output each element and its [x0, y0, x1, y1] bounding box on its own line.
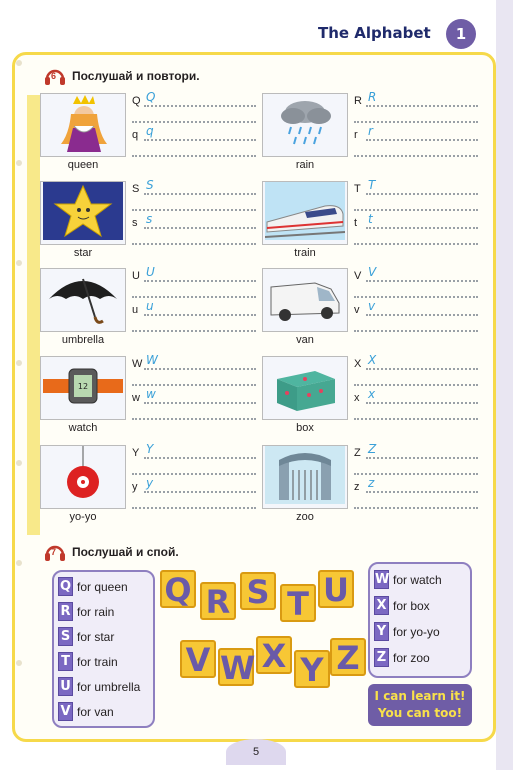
practice-line[interactable]	[132, 284, 256, 298]
track-number: 6	[51, 71, 57, 81]
uppercase-writing-line[interactable]	[132, 265, 256, 282]
picture-word: yo-yo	[69, 511, 97, 523]
lowercase-letter: t	[354, 217, 358, 229]
trace-letter: R	[368, 90, 377, 104]
big-letter-tile: R	[200, 582, 236, 620]
headphones-icon[interactable]	[44, 542, 66, 562]
big-letter-tile: T	[280, 584, 316, 622]
trace-letter: y	[146, 476, 154, 490]
practice-line[interactable]	[132, 372, 256, 386]
lowercase-letter: y	[132, 481, 138, 493]
picture-word: watch	[68, 422, 98, 434]
trace-letter: X	[368, 353, 377, 367]
alphabet-cell-q	[40, 90, 258, 173]
picture-frame	[262, 93, 348, 157]
lowercase-letter: x	[354, 392, 360, 404]
lowercase-letter: w	[132, 392, 140, 404]
trace-letter: T	[368, 178, 376, 192]
picture-frame	[262, 356, 348, 420]
song-text: for watch	[393, 572, 442, 587]
practice-line[interactable]	[354, 284, 478, 298]
uppercase-writing-line[interactable]	[354, 353, 478, 370]
unit-badge: 1	[446, 19, 476, 49]
trace-letter: Y	[146, 442, 154, 456]
svg-text:12: 12	[77, 381, 89, 391]
lowercase-letter: v	[354, 304, 360, 316]
picture-frame	[262, 181, 348, 245]
page-edge-band	[496, 0, 513, 770]
song-line	[374, 596, 430, 615]
song-text: for umbrella	[77, 679, 141, 694]
uppercase-letter: Y	[132, 447, 140, 459]
lowercase-writing-line[interactable]	[132, 212, 256, 229]
slogan	[368, 684, 472, 726]
trace-letter: V	[368, 265, 377, 279]
letter-tile: Z	[374, 648, 389, 667]
track-number: 7	[51, 547, 57, 557]
trace-letter: Q	[146, 90, 156, 104]
section-instruction: Послушай и повтори.	[72, 69, 200, 83]
picture-word: queen	[67, 159, 99, 171]
lowercase-writing-line[interactable]	[132, 387, 256, 404]
practice-line[interactable]	[132, 231, 256, 245]
lowercase-letter: r	[354, 129, 358, 141]
song-text: for queen	[77, 579, 128, 594]
slogan-line: I can learn it!	[374, 689, 466, 703]
page-number: 5	[226, 739, 286, 765]
binder-hole	[16, 260, 22, 266]
practice-line[interactable]	[354, 318, 478, 332]
lowercase-writing-line[interactable]	[354, 124, 478, 141]
trace-letter: u	[146, 299, 154, 313]
queen-icon	[43, 94, 123, 157]
section-instruction: Послушай и спой.	[72, 545, 179, 559]
picture-frame	[40, 181, 126, 245]
letter-tile: T	[58, 652, 73, 671]
practice-line[interactable]	[132, 318, 256, 332]
train-icon	[265, 182, 345, 245]
picture-word: train	[294, 247, 316, 259]
song-text: for yo-yo	[393, 624, 440, 639]
big-letter-tile: U	[318, 570, 354, 608]
practice-line[interactable]	[132, 495, 256, 509]
trace-letter: s	[146, 212, 153, 226]
box-icon	[265, 357, 345, 420]
big-letter-tile: Y	[294, 650, 330, 688]
uppercase-writing-line[interactable]	[354, 265, 478, 282]
practice-line[interactable]	[354, 197, 478, 211]
van-icon	[265, 269, 345, 332]
practice-line[interactable]	[354, 372, 478, 386]
alphabet-cell-s	[40, 178, 258, 261]
picture-frame	[40, 93, 126, 157]
letter-tile: W	[375, 572, 390, 587]
lowercase-writing-line[interactable]	[354, 387, 478, 404]
practice-line[interactable]	[354, 495, 478, 509]
page-title: The Alphabet	[318, 24, 431, 42]
practice-line[interactable]	[132, 109, 256, 123]
star-icon	[43, 182, 123, 245]
lowercase-writing-line[interactable]	[354, 212, 478, 229]
big-letter-tile: V	[180, 640, 216, 678]
picture-frame	[40, 445, 126, 509]
uppercase-letter: Q	[132, 95, 141, 107]
lowercase-writing-line[interactable]	[132, 299, 256, 316]
song-text: for star	[77, 629, 115, 644]
letter-tile: S	[58, 627, 73, 646]
song-line	[374, 648, 430, 667]
song-text: for van	[77, 704, 114, 719]
song-line	[58, 577, 128, 596]
trace-letter: x	[368, 387, 376, 401]
alphabet-cell-u	[40, 265, 258, 348]
trace-letter: z	[368, 476, 375, 490]
binder-hole	[16, 360, 22, 366]
letter-tile: X	[374, 596, 389, 615]
trace-letter: S	[146, 178, 154, 192]
trace-letter: q	[146, 124, 154, 138]
uppercase-letter: V	[354, 270, 362, 282]
trace-letter: t	[368, 212, 373, 226]
umbrella-icon	[43, 269, 123, 332]
picture-word: rain	[295, 159, 315, 171]
practice-line[interactable]	[354, 231, 478, 245]
practice-line[interactable]	[132, 197, 256, 211]
alphabet-cell-t	[262, 178, 480, 261]
lowercase-letter: q	[132, 129, 139, 141]
uppercase-letter: Z	[354, 447, 361, 459]
binder-hole	[16, 660, 22, 666]
song-text: for box	[393, 598, 430, 613]
song-line	[374, 622, 440, 641]
lowercase-writing-line[interactable]	[132, 476, 256, 493]
practice-line[interactable]	[132, 143, 256, 157]
trace-letter: w	[146, 387, 156, 401]
binder-hole	[16, 560, 22, 566]
uppercase-letter: R	[354, 95, 362, 107]
listen-repeat-heading	[44, 66, 200, 86]
song-line	[58, 602, 114, 621]
watch-icon	[43, 357, 123, 420]
alphabet-cell-v	[262, 265, 480, 348]
song-text: for zoo	[393, 650, 430, 665]
headphones-icon[interactable]	[44, 66, 66, 86]
alphabet-cell-z	[262, 442, 480, 525]
alphabet-cell-y	[40, 442, 258, 525]
trace-letter: Z	[368, 442, 377, 456]
binder-hole	[16, 60, 22, 66]
picture-word: zoo	[296, 511, 314, 523]
picture-word: star	[73, 247, 93, 259]
picture-frame	[40, 356, 126, 420]
alphabet-cell-w	[40, 353, 258, 436]
lowercase-letter: u	[132, 304, 139, 316]
binder-hole	[16, 160, 22, 166]
trace-letter: U	[146, 265, 155, 279]
lowercase-writing-line[interactable]	[354, 299, 478, 316]
decorative-stripe	[27, 95, 40, 535]
practice-line[interactable]	[354, 461, 478, 475]
uppercase-letter: S	[132, 183, 140, 195]
letter-tile: Q	[59, 579, 72, 594]
picture-word: box	[296, 422, 314, 434]
zoo-gate-icon	[265, 446, 345, 509]
practice-line[interactable]	[354, 109, 478, 123]
trace-letter: r	[368, 124, 373, 138]
big-letter-tile: Q	[160, 570, 196, 608]
uppercase-writing-line[interactable]	[132, 442, 256, 459]
letter-tile: R	[58, 602, 73, 621]
picture-word: van	[296, 334, 314, 346]
practice-line[interactable]	[132, 406, 256, 420]
song-line	[374, 570, 442, 589]
song-line	[58, 677, 140, 696]
practice-line[interactable]	[354, 143, 478, 157]
uppercase-writing-line[interactable]	[132, 353, 256, 370]
uppercase-writing-line[interactable]	[354, 90, 478, 107]
letter-tile: Y	[374, 622, 389, 641]
uppercase-writing-line[interactable]	[132, 178, 256, 195]
slogan-line: You can too!	[377, 706, 463, 720]
listen-sing-heading	[44, 542, 179, 562]
binder-hole	[16, 460, 22, 466]
letter-tile: U	[58, 677, 73, 696]
big-letter-tile: W	[220, 649, 256, 687]
rain-cloud-icon	[265, 94, 345, 157]
letter-tile: V	[58, 702, 73, 721]
uppercase-writing-line[interactable]	[354, 442, 478, 459]
big-letter-tile: Z	[330, 638, 366, 676]
yoyo-icon	[43, 446, 123, 509]
picture-frame	[262, 268, 348, 332]
lowercase-writing-line[interactable]	[132, 124, 256, 141]
big-letter-tile: X	[256, 636, 292, 674]
picture-word: umbrella	[61, 334, 105, 346]
uppercase-letter: T	[354, 183, 361, 195]
uppercase-writing-line[interactable]	[354, 178, 478, 195]
song-text: for train	[77, 654, 118, 669]
uppercase-letter: X	[354, 358, 362, 370]
big-letter-tile: S	[240, 572, 276, 610]
uppercase-letter: U	[132, 270, 140, 282]
trace-letter: v	[368, 299, 376, 313]
picture-frame	[262, 445, 348, 509]
lowercase-letter: s	[132, 217, 138, 229]
practice-line[interactable]	[132, 461, 256, 475]
picture-frame	[40, 268, 126, 332]
song-text: for rain	[77, 604, 115, 619]
alphabet-cell-r	[262, 90, 480, 173]
song-line	[58, 627, 114, 646]
uppercase-letter: W	[132, 358, 143, 370]
lowercase-letter: z	[354, 481, 360, 493]
song-line	[58, 652, 118, 671]
lowercase-writing-line[interactable]	[354, 476, 478, 493]
trace-letter: W	[146, 353, 158, 367]
uppercase-writing-line[interactable]	[132, 90, 256, 107]
practice-line[interactable]	[354, 406, 478, 420]
song-line	[58, 702, 114, 721]
alphabet-cell-x	[262, 353, 480, 436]
